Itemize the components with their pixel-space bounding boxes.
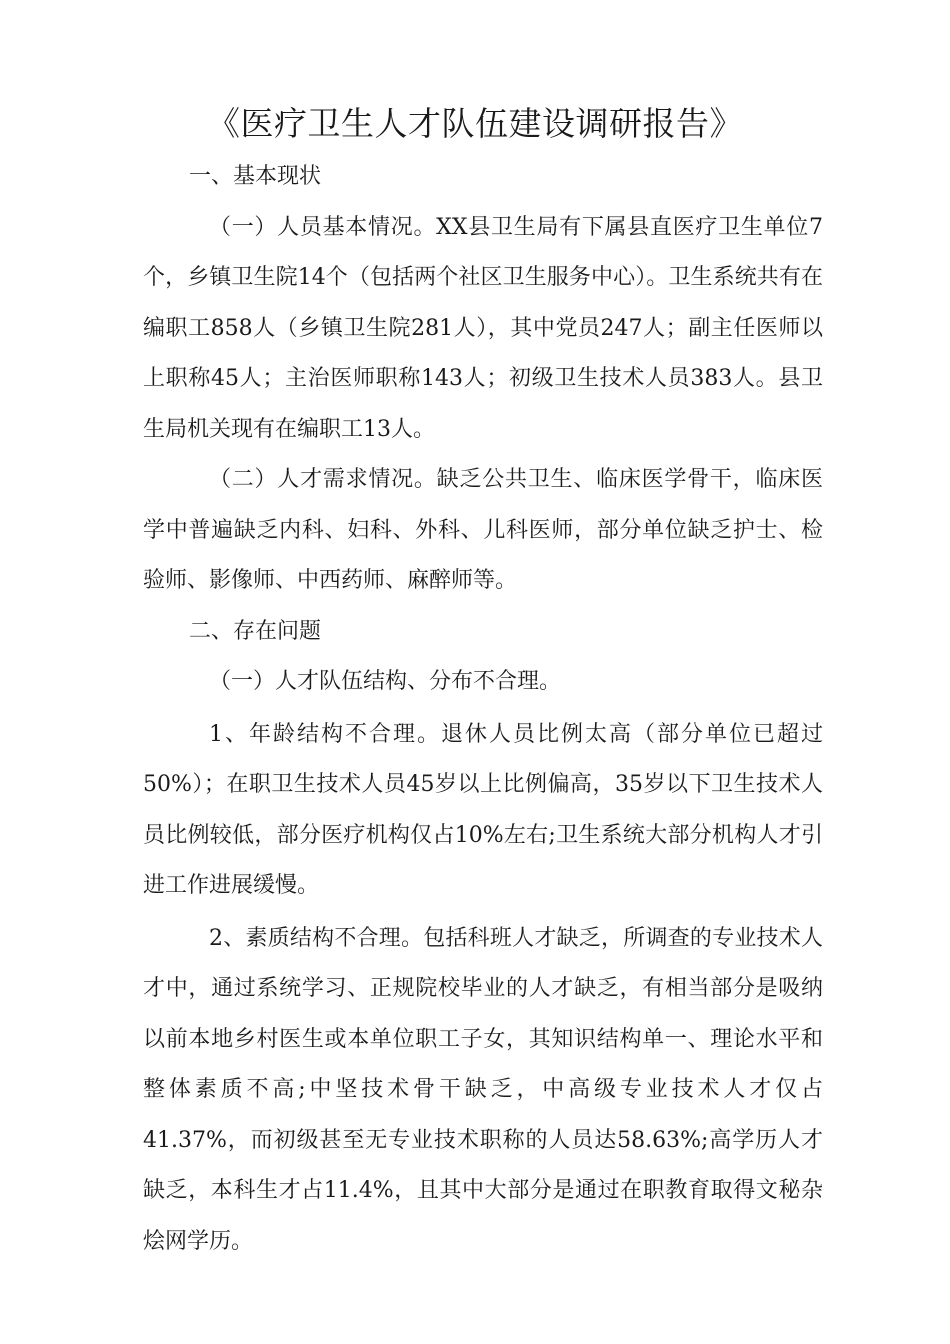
- paragraph-structure-distribution: （一）人才队伍结构、分布不合理。: [209, 669, 562, 694]
- paragraph-age-structure: 1、年龄结构不合理。退休人员比例太高（部分单位已超过50%）；在职卫生技术人员45岁以上比例偏高，35岁以下卫生技术人员比例较低，部分医疗机构仅占10%左右;卫生系统大部分机构人才引进工作进展缓慢。: [143, 721, 823, 898]
- document-title: 《医疗卫生人才队伍建设调研报告》: [207, 104, 743, 143]
- document-body: [143, 152, 823, 1267]
- section-heading-problems: 二、存在问题: [189, 618, 322, 644]
- paragraph-talent-demand: （二）人才需求情况。缺乏公共卫生、临床医学骨干，临床医学中普遍缺乏内科、妇科、外科、儿科医师，部分单位缺乏护士、检验师、影像师、中西药师、麻醉师等。: [143, 467, 823, 593]
- paragraph-personnel-basics: （一）人员基本情况。XX县卫生局有下属县直医疗卫生单位7个，乡镇卫生院14个（包括两个社区卫生服务中心）。卫生系统共有在编职工858人（乡镇卫生院281人），其中党员247人；副主任医师以上职称45人；主治医师职称143人；初级卫生技术人员383人。县卫生局机关现有在编职工13人。: [143, 214, 823, 442]
- section-heading-basic-status: 一、基本现状: [189, 164, 322, 189]
- paragraph-quality-structure: 2、素质结构不合理。包括科班人才缺乏，所调查的专业技术人才中，通过系统学习、正规院校毕业的人才缺乏，有相当部分是吸纳以前本地乡村医生或本单位职工子女，其知识结构单一、理论水平和整体素质不高;中坚技术骨干缺乏，中高级专业技术人才仅占41.37%，而初级甚至无专业技术职称的人员达58.63%;高学历人才缺乏，本科生才占11.4%，且其中大部分是通过在职教育取得文秘杂烩网学历。: [143, 925, 823, 1254]
